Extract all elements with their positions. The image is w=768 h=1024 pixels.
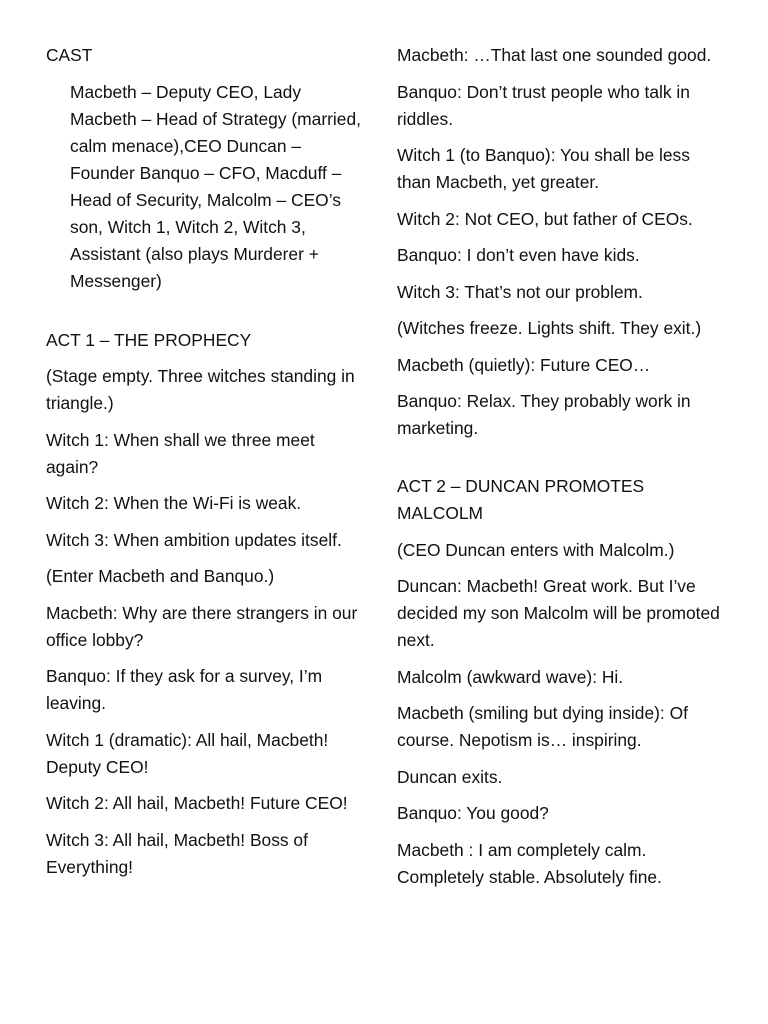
script-line: (Witches freeze. Lights shift. They exit.) (397, 318, 702, 338)
script-line: Witch 1 (dramatic): All hail, Macbeth! Deputy CEO! (46, 729, 329, 777)
script-line: Macbeth : I am completely calm. Completely stable. Absolutely fine. (397, 839, 662, 887)
script-line: Banquo: Relax. They probably work in marketing. (397, 391, 691, 438)
script-line: Macbeth: …That last one sounded good. (397, 45, 712, 65)
script-line: Malcolm (awkward wave): Hi. (397, 666, 624, 687)
cast-heading: CAST (46, 45, 93, 65)
script-line: Witch 3: All hail, Macbeth! Boss of Everything! (46, 829, 308, 877)
script-line: Witch 3: That’s not our problem. (397, 281, 643, 302)
act2-heading: ACT 2 – DUNCAN PROMOTES MALCOLM (397, 476, 645, 523)
cast-list: Macbeth – Deputy CEO, Lady Macbeth – Head of Strategy (married, calm menace),CEO Duncan – Founder Banquo – CFO, Macduff – Head of Security, Malcolm – CEO’s son, Witch 1, Witch 2, Witch 3, Assistant (also plays Murderer + Messenger) (70, 81, 361, 291)
left-column (46, 42, 368, 890)
script-line: Witch 3: When ambition updates itself. (46, 529, 342, 550)
script-line: Macbeth (smiling but dying inside): Of course. Nepotism is… inspiring. (397, 703, 688, 750)
script-line: Banquo: You good? (397, 803, 549, 823)
script-line: (CEO Duncan enters with Malcolm.) (397, 539, 675, 560)
script-line: Witch 2: When the Wi-Fi is weak. (46, 493, 302, 513)
script-line: Macbeth: Why are there strangers in our office lobby? (46, 602, 358, 650)
script-line: Witch 2: Not CEO, but father of CEOs. (397, 208, 693, 229)
script-line: Witch 1 (to Banquo): You shall be less than Macbeth, yet greater. (397, 145, 690, 192)
script-line: Banquo: I don’t even have kids. (397, 245, 640, 265)
script-line: Duncan exits. (397, 766, 503, 787)
script-line: Banquo: If they ask for a survey, I’m leaving. (46, 666, 323, 713)
script-line: (Enter Macbeth and Banquo.) (46, 566, 275, 586)
act1-heading: ACT 1 – THE PROPHECY (46, 329, 252, 350)
script-line: Banquo: Don’t trust people who talk in riddles. (397, 81, 690, 129)
script-line: Duncan: Macbeth! Great work. But I’ve decided my son Malcolm will be promoted next. (397, 576, 720, 650)
script-line: Witch 1: When shall we three meet again? (46, 429, 315, 477)
script-line: (Stage empty. Three witches standing in triangle.) (46, 366, 355, 413)
script-line: Witch 2: All hail, Macbeth! Future CEO! (46, 793, 348, 813)
right-column (397, 42, 727, 900)
script-line: Macbeth (quietly): Future CEO… (397, 354, 651, 375)
